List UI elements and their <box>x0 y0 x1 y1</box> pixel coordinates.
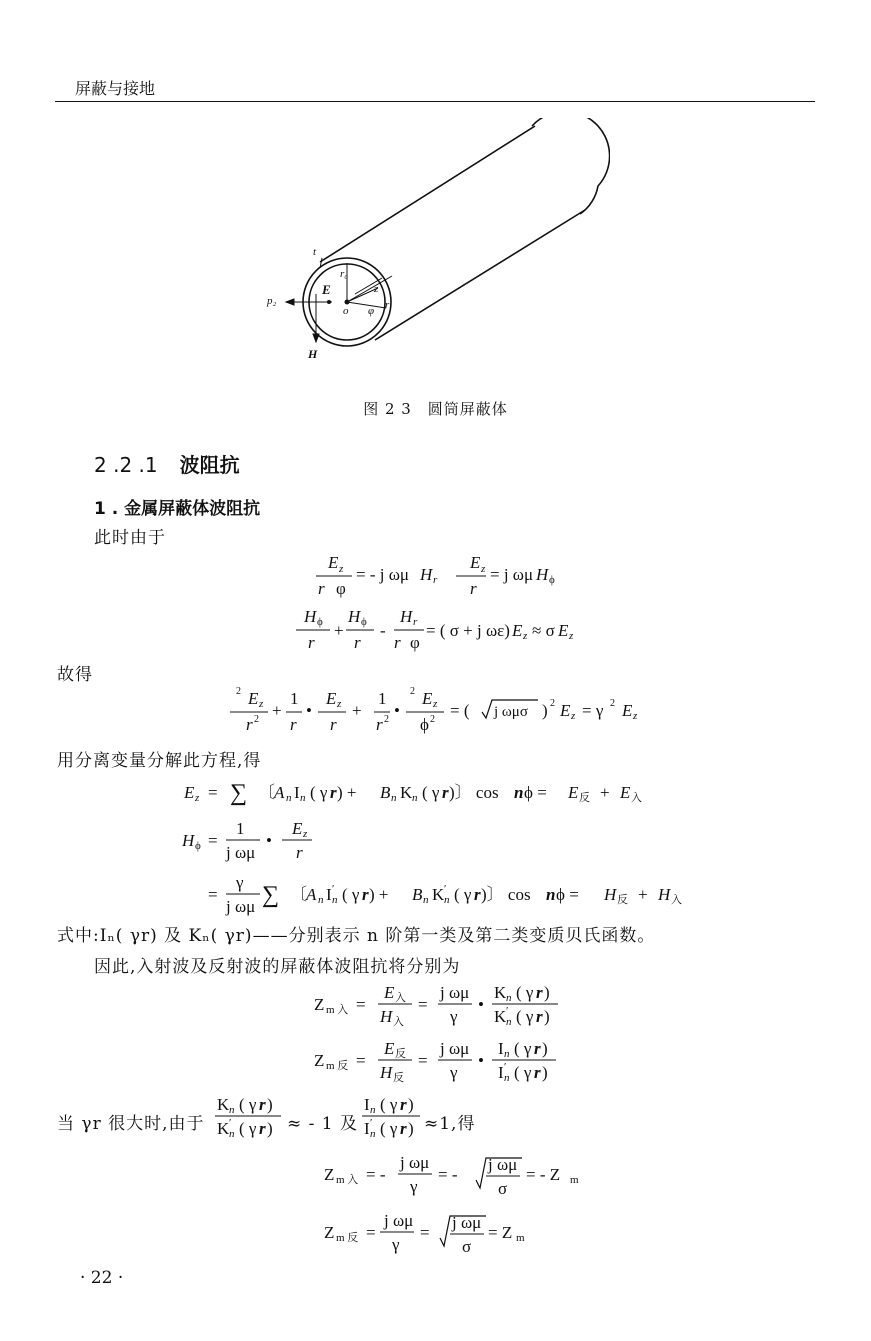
svg-text:j ωμ: j ωμ <box>384 1211 414 1230</box>
svg-text:H: H <box>658 885 671 904</box>
svg-text:K: K <box>400 783 413 802</box>
label-r: r <box>385 299 390 311</box>
paragraph-6-prefix: 当 γr 很大时,由于 <box>57 1114 205 1134</box>
svg-text:H: H <box>304 607 317 626</box>
svg-text:E: E <box>384 1039 395 1058</box>
svg-text:E: E <box>328 553 339 572</box>
svg-text:r: r <box>290 715 297 734</box>
svg-text:σ: σ <box>462 1237 472 1256</box>
svg-text:+: + <box>352 701 362 720</box>
section-number: 2 .2 .1 <box>94 453 158 477</box>
svg-text:反: 反 <box>395 1048 406 1060</box>
svg-text:n: n <box>370 1128 376 1140</box>
svg-text:E: E <box>248 689 259 708</box>
svg-text:= -: = - <box>366 1165 386 1184</box>
svg-text:z: z <box>195 792 200 804</box>
svg-text:): ) <box>267 1119 273 1138</box>
svg-text:m: m <box>516 1232 525 1244</box>
svg-text:I: I <box>326 885 332 904</box>
svg-text:= ( σ + j ωε): = ( σ + j ωε) <box>426 621 510 640</box>
label-o: o <box>343 305 349 317</box>
svg-text:∑: ∑ <box>262 882 280 908</box>
svg-text:( γ: ( γ <box>380 1095 398 1114</box>
label-h: H <box>308 347 318 361</box>
svg-text:): ) <box>542 701 548 720</box>
svg-text:r: r <box>400 1119 407 1138</box>
svg-text:j ωμ: j ωμ <box>488 1155 518 1174</box>
svg-text:= (: = ( <box>450 701 470 720</box>
svg-text:): ) <box>542 1063 548 1082</box>
svg-text:=: = <box>208 783 218 802</box>
cylinder-figure <box>250 118 610 368</box>
inline-ratio-k <box>215 1092 287 1142</box>
svg-text:): ) <box>544 983 550 1002</box>
svg-text:2: 2 <box>254 714 259 725</box>
svg-text:H: H <box>380 1007 393 1026</box>
svg-text:( γ: ( γ <box>342 885 360 904</box>
svg-text:r: r <box>536 983 543 1002</box>
svg-text:反: 反 <box>579 792 590 804</box>
svg-text:•: • <box>478 995 484 1014</box>
equation-zm-out <box>312 1036 572 1086</box>
svg-text:K: K <box>217 1119 230 1138</box>
equation-maxwell-2 <box>290 606 610 654</box>
svg-text:= - Z: = - Z <box>526 1165 561 1184</box>
svg-text:E: E <box>292 819 303 838</box>
svg-text:n: n <box>286 792 292 804</box>
label-phi: φ <box>368 305 375 317</box>
paragraph-4: 式中:Iₙ( γr) 及 Kₙ( γr)——分别表示 n 阶第一类及第二类变质贝氏函数。 <box>57 926 656 946</box>
svg-text:H: H <box>536 565 549 584</box>
svg-text:)〕 cos: )〕 cos <box>449 783 499 802</box>
svg-text:A: A <box>274 783 285 802</box>
svg-text:n: n <box>546 885 556 904</box>
svg-text:〔: 〔 <box>290 885 307 904</box>
svg-text:n: n <box>391 792 397 804</box>
svg-text:= - j ωμ: = - j ωμ <box>356 565 410 584</box>
svg-text:E: E <box>384 983 395 1002</box>
svg-text:n: n <box>300 792 306 804</box>
equation-ez-series <box>180 776 660 808</box>
svg-text:γ: γ <box>410 1177 418 1196</box>
svg-text:n: n <box>444 894 450 906</box>
svg-text:r: r <box>259 1095 266 1114</box>
svg-text:H: H <box>182 831 195 850</box>
svg-text:入: 入 <box>631 792 642 804</box>
svg-text:r: r <box>536 1007 543 1026</box>
svg-text:K: K <box>494 983 507 1002</box>
svg-text:′: ′ <box>504 1061 507 1073</box>
svg-text:I: I <box>498 1039 504 1058</box>
svg-text:= j ωμ: = j ωμ <box>490 565 534 584</box>
svg-text:入: 入 <box>395 992 406 1004</box>
svg-text:=: = <box>366 1223 376 1242</box>
svg-text:E: E <box>558 621 569 640</box>
label-t: t <box>313 246 317 258</box>
svg-text:H: H <box>604 885 617 904</box>
svg-text:2: 2 <box>236 686 241 697</box>
equation-zm-in <box>312 980 572 1030</box>
svg-text:K: K <box>432 885 445 904</box>
svg-text:φ: φ <box>410 633 420 652</box>
svg-text:1: 1 <box>290 689 299 708</box>
svg-text:n: n <box>504 1048 510 1060</box>
svg-text:z: z <box>569 630 574 642</box>
paragraph-6-suffix: ≈1,得 <box>424 1114 476 1134</box>
svg-text:( γ: ( γ <box>514 1039 532 1058</box>
svg-text:j ωμ: j ωμ <box>440 983 470 1002</box>
svg-text:m: m <box>570 1174 579 1186</box>
svg-text:I: I <box>498 1063 504 1082</box>
label-r0: r₀ <box>340 268 349 280</box>
svg-text:+: + <box>638 885 648 904</box>
svg-text:H: H <box>380 1063 393 1082</box>
svg-text:2: 2 <box>410 686 415 697</box>
section-title: 波阻抗 <box>179 453 240 477</box>
svg-text:r: r <box>534 1039 541 1058</box>
svg-text:r: r <box>259 1119 266 1138</box>
svg-text:( γ: ( γ <box>239 1095 257 1114</box>
svg-text:ϕ =: ϕ = <box>524 783 547 802</box>
svg-text:E: E <box>184 783 195 802</box>
svg-text:( γ: ( γ <box>516 983 534 1002</box>
svg-text:( γ: ( γ <box>380 1119 398 1138</box>
svg-text:入: 入 <box>671 894 682 906</box>
svg-text:E: E <box>560 701 571 720</box>
svg-text:≈ σ: ≈ σ <box>532 621 555 640</box>
svg-text:z: z <box>433 698 438 710</box>
svg-text:z: z <box>633 710 638 722</box>
svg-text:r: r <box>534 1063 541 1082</box>
svg-text:=: = <box>356 1051 366 1070</box>
svg-text:= -: = - <box>438 1165 458 1184</box>
svg-text:H: H <box>400 607 413 626</box>
svg-text:r: r <box>308 633 315 652</box>
svg-text:1: 1 <box>378 689 387 708</box>
svg-text:r: r <box>246 715 253 734</box>
svg-text:n: n <box>514 783 524 802</box>
svg-text:m 反: m 反 <box>326 1060 349 1072</box>
svg-text:m 反: m 反 <box>336 1232 359 1244</box>
svg-text:E: E <box>620 783 631 802</box>
svg-text:=: = <box>420 1223 430 1242</box>
svg-text:I: I <box>294 783 300 802</box>
paragraph-5: 因此,入射波及反射波的屏蔽体波阻抗将分别为 <box>94 957 461 977</box>
svg-text:ϕ: ϕ <box>420 715 429 734</box>
svg-text:ϕ: ϕ <box>195 840 201 852</box>
svg-text:=: = <box>418 995 428 1014</box>
equation-h-phi <box>180 816 380 864</box>
svg-text:z: z <box>571 710 576 722</box>
svg-text:j ωμ: j ωμ <box>440 1039 470 1058</box>
svg-text:): ) <box>408 1095 414 1114</box>
svg-text:∑: ∑ <box>230 780 248 806</box>
svg-text:E: E <box>622 701 633 720</box>
svg-text:z: z <box>337 698 342 710</box>
svg-text:) +: ) + <box>369 885 389 904</box>
svg-text:E: E <box>326 689 337 708</box>
equation-wave <box>226 684 656 736</box>
svg-text:j ωμ: j ωμ <box>226 843 256 862</box>
svg-text:z: z <box>523 630 528 642</box>
svg-text:′: ′ <box>332 883 335 895</box>
svg-text:): ) <box>267 1095 273 1114</box>
svg-text:′: ′ <box>506 1005 509 1017</box>
svg-text:E: E <box>568 783 579 802</box>
svg-text:σ: σ <box>498 1179 508 1198</box>
svg-text:′: ′ <box>444 883 447 895</box>
svg-text:入: 入 <box>393 1016 404 1028</box>
figure-caption: 图 2 3 圆筒屏蔽体 <box>363 400 508 418</box>
svg-text:r: r <box>330 783 337 802</box>
svg-text:′: ′ <box>229 1117 232 1129</box>
svg-text:r: r <box>442 783 449 802</box>
svg-text:( γ: ( γ <box>454 885 472 904</box>
svg-text:m 入: m 入 <box>336 1174 359 1186</box>
page-number: · 22 · <box>80 1268 124 1288</box>
svg-text:n: n <box>370 1104 376 1116</box>
svg-text:n: n <box>332 894 338 906</box>
svg-text:+: + <box>334 621 344 640</box>
svg-text:r: r <box>354 633 361 652</box>
header-rule <box>55 101 815 102</box>
svg-text:): ) <box>408 1119 414 1138</box>
svg-text:n: n <box>423 894 429 906</box>
paragraph-1: 此时由于 <box>94 528 166 548</box>
svg-text:r: r <box>330 715 337 734</box>
svg-text:r: r <box>362 885 369 904</box>
svg-text:j ωμ: j ωμ <box>226 897 256 916</box>
svg-text:ϕ: ϕ <box>361 616 367 628</box>
running-header: 屏蔽与接地 <box>75 79 156 98</box>
svg-text:I: I <box>364 1095 370 1114</box>
svg-text:I: I <box>364 1119 370 1138</box>
inline-ratio-i <box>362 1092 424 1142</box>
svg-text:2: 2 <box>430 714 435 725</box>
svg-text:r: r <box>474 885 481 904</box>
equation-h-series <box>180 872 700 920</box>
svg-text:E: E <box>470 553 481 572</box>
svg-text:n: n <box>318 894 324 906</box>
svg-text:( γ: ( γ <box>516 1007 534 1026</box>
svg-text:n: n <box>504 1072 510 1084</box>
svg-text:Z: Z <box>314 995 325 1014</box>
paragraph-6-mid: ≈ - 1 及 <box>287 1114 359 1134</box>
svg-text:): ) <box>544 1007 550 1026</box>
svg-text:反: 反 <box>393 1072 404 1084</box>
svg-text:): ) <box>542 1039 548 1058</box>
svg-text:B: B <box>412 885 423 904</box>
svg-text:+: + <box>272 701 282 720</box>
svg-text:1: 1 <box>236 819 245 838</box>
paragraph-2: 故得 <box>57 665 93 685</box>
svg-text:=: = <box>208 885 218 904</box>
svg-text:H: H <box>348 607 361 626</box>
svg-text:=: = <box>418 1051 428 1070</box>
svg-text:〔: 〔 <box>258 783 275 802</box>
svg-text:Z: Z <box>314 1051 325 1070</box>
svg-text:( γ: ( γ <box>310 783 328 802</box>
svg-text:z: z <box>303 828 308 840</box>
equation-maxwell-1 <box>310 552 610 600</box>
svg-text:r: r <box>433 574 438 586</box>
svg-text:+: + <box>600 783 610 802</box>
svg-text:r: r <box>318 579 325 598</box>
label-e: E <box>322 282 331 297</box>
svg-text:)〕 cos: )〕 cos <box>481 885 531 904</box>
svg-text:Z: Z <box>324 1165 335 1184</box>
svg-text:m 入: m 入 <box>326 1004 349 1016</box>
svg-text:r: r <box>376 715 383 734</box>
svg-text:) +: ) + <box>337 783 357 802</box>
svg-text:E: E <box>422 689 433 708</box>
svg-text:= γ: = γ <box>582 701 604 720</box>
label-z: z <box>374 283 379 295</box>
svg-text:γ: γ <box>450 1007 458 1026</box>
svg-text:r: r <box>470 579 477 598</box>
svg-text:n: n <box>506 1016 512 1028</box>
svg-text:z: z <box>259 698 264 710</box>
svg-text:r: r <box>394 633 401 652</box>
svg-text:•: • <box>306 701 312 720</box>
svg-text:ϕ: ϕ <box>317 616 323 628</box>
svg-text:γ: γ <box>450 1063 458 1082</box>
svg-text:2: 2 <box>610 698 615 709</box>
svg-text:2: 2 <box>384 714 389 725</box>
svg-text:Z: Z <box>324 1223 335 1242</box>
svg-text:•: • <box>478 1051 484 1070</box>
svg-text:( γ: ( γ <box>239 1119 257 1138</box>
svg-text:j ωμ: j ωμ <box>400 1153 430 1172</box>
svg-text:=: = <box>356 995 366 1014</box>
section-heading <box>94 449 240 478</box>
svg-text:φ: φ <box>336 579 346 598</box>
svg-text:K: K <box>494 1007 507 1026</box>
svg-text:E: E <box>512 621 523 640</box>
svg-text:γ: γ <box>392 1235 400 1254</box>
svg-text:•: • <box>266 831 272 850</box>
svg-text:n: n <box>229 1104 235 1116</box>
svg-text:r: r <box>400 1095 407 1114</box>
label-pz: p₂ <box>267 295 277 307</box>
subsection-heading: 1 . 金属屏蔽体波阻抗 <box>94 499 261 519</box>
svg-text:= Z: = Z <box>488 1223 513 1242</box>
svg-text:γ: γ <box>236 873 244 892</box>
svg-text:-: - <box>380 621 386 640</box>
svg-text:n: n <box>229 1128 235 1140</box>
svg-text:A: A <box>306 885 317 904</box>
svg-text:r: r <box>296 843 303 862</box>
svg-text:•: • <box>394 701 400 720</box>
svg-text:ϕ: ϕ <box>549 574 555 586</box>
svg-text:′: ′ <box>370 1117 373 1129</box>
svg-text:2: 2 <box>550 698 555 709</box>
svg-text:r: r <box>413 616 418 628</box>
svg-text:n: n <box>506 992 512 1004</box>
paragraph-3: 用分离变量分解此方程,得 <box>57 751 262 771</box>
svg-text:H: H <box>420 565 433 584</box>
svg-text:ϕ =: ϕ = <box>556 885 579 904</box>
svg-text:K: K <box>217 1095 230 1114</box>
svg-text:j ωμ: j ωμ <box>452 1213 482 1232</box>
svg-text:z: z <box>481 563 486 575</box>
svg-text:n: n <box>412 792 418 804</box>
svg-text:( γ: ( γ <box>514 1063 532 1082</box>
svg-text:B: B <box>380 783 391 802</box>
svg-text:z: z <box>339 563 344 575</box>
equation-zm-in-large <box>322 1150 602 1202</box>
svg-text:( γ: ( γ <box>422 783 440 802</box>
equation-zm-out-large <box>322 1208 602 1260</box>
svg-text:j ωμσ: j ωμσ <box>494 704 528 720</box>
svg-text:反: 反 <box>617 894 628 906</box>
svg-text:=: = <box>208 831 218 850</box>
